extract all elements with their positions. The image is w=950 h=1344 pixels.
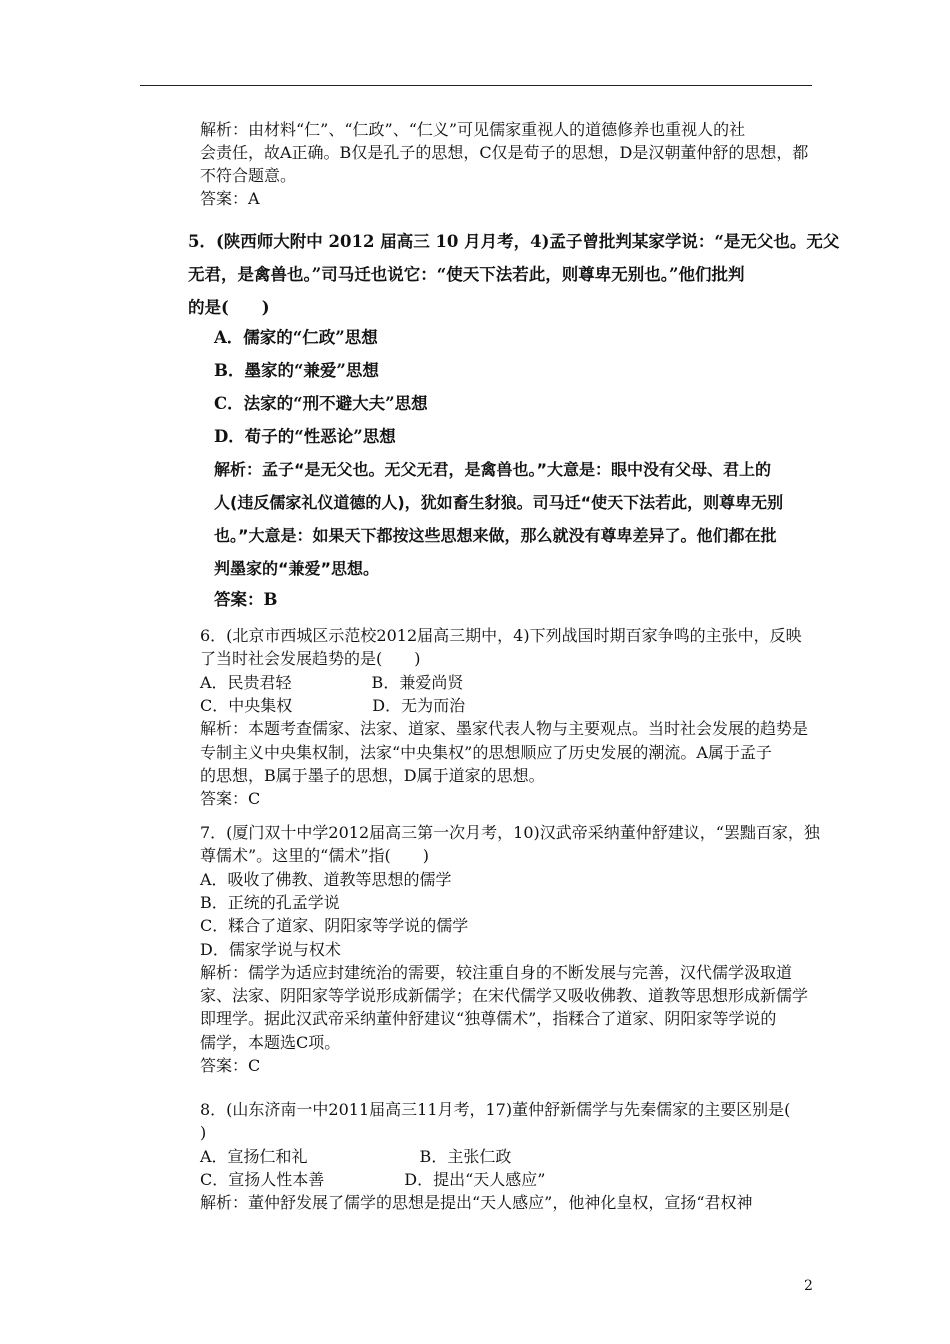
q8-line: A．宣扬仁和礼 B．主张仁政	[200, 1146, 512, 1166]
q7-line: B．正统的孔孟学说	[200, 892, 340, 912]
q5-options-line: C．法家的“刑不避大夫”思想	[214, 394, 428, 413]
q5-analysis-line: 判墨家的“兼爱”思想。	[214, 559, 380, 578]
q5-analysis-line: 也。”大意是：如果天下都按这些思想来做，那么就没有尊卑差异了。他们都在批	[214, 526, 777, 545]
q8-line: )	[200, 1123, 207, 1143]
q4-analysis-line: 会责任，故A正确。B仅是孔子的思想，C仅是荀子的思想，D是汉朝董仲舒的思想，都	[200, 143, 809, 162]
q6-line: C．中央集权 D．无为而治	[200, 695, 466, 715]
page-number: 2	[804, 1278, 813, 1294]
q4-analysis-line: 不符合题意。	[200, 166, 297, 185]
q7-line: 即理学。据此汉武帝采纳董仲舒建议“独尊儒术”，指糅合了道家、阴阳家等学说的	[200, 1009, 777, 1029]
q8-line: C．宣扬人性本善 D．提出“天人感应”	[200, 1169, 546, 1189]
q8-line: 8．(山东济南一中2011届高三11月考，17)董仲舒新儒学与先秦儒家的主要区别是(	[200, 1100, 791, 1119]
q8-line: 解析：董仲舒发展了儒学的思想是提出“天人感应”，他神化皇权，宣扬“君权神	[200, 1193, 753, 1213]
q5-options-line: D．荀子的“性恶论”思想	[214, 427, 396, 446]
q7-line: 答案：C	[200, 1056, 261, 1075]
q6-line: 解析：本题考查儒家、法家、道家、墨家代表人物与主要观点。当时社会发展的趋势是	[200, 719, 809, 739]
q5-options-line: A．儒家的“仁政”思想	[214, 328, 378, 347]
q6-line: 的思想，B属于墨子的思想，D属于道家的思想。	[200, 765, 545, 785]
q7-line: C．糅合了道家、阴阳家等学说的儒学	[200, 916, 469, 936]
q7-line: 7．(厦门双十中学2012届高三第一次月考，10)汉武帝采纳董仲舒建议，“罢黜百家，独	[200, 823, 820, 842]
q5-analysis-line: 人(违反儒家礼仪道德的人)，犹如畜生豺狼。司马迁“使天下法若此，则尊卑无别	[214, 493, 784, 512]
q7-line: 家、法家、阴阳家等学说形成新儒学；在宋代儒学又吸收佛教、道教等思想形成新儒学	[200, 986, 809, 1006]
q7-line: 儒学，本题选C项。	[200, 1032, 341, 1052]
q5-stem-line: 无君，是禽兽也。”司马迁也说它：“使天下法若此，则尊卑无别也。”他们批判	[188, 265, 745, 284]
q5-options-line: B．墨家的“兼爱”思想	[214, 361, 379, 380]
q5-answer-line: 答案：B	[214, 590, 278, 609]
q4-analysis-line: 答案：A	[200, 189, 260, 208]
header-rule	[140, 85, 812, 86]
q5-stem-line: 5．(陕西师大附中 2012 届高三 10 月月考，4)孟子曾批判某家学说：“是无父也。无父	[188, 232, 840, 251]
q6-line: 6．(北京市西城区示范校2012届高三期中，4)下列战国时期百家争鸣的主张中，反映	[200, 626, 802, 645]
q6-line: 答案：C	[200, 789, 261, 809]
q6-line: 专制主义中央集权制，法家“中央集权”的思想顺应了历史发展的潮流。A属于孟子	[200, 742, 772, 762]
q7-line: 尊儒术”。这里的“儒术”指( )	[200, 846, 430, 866]
q7-line: 解析：儒学为适应封建统治的需要，较注重自身的不断发展与完善，汉代儒学汲取道	[200, 962, 793, 982]
q4-analysis-line: 解析：由材料“仁”、“仁政”、“仁义”可见儒家重视人的道德修养也重视人的社	[200, 120, 746, 139]
q7-line: D．儒家学说与权术	[200, 939, 341, 959]
q5-stem-line: 的是( )	[188, 298, 270, 317]
q5-analysis-line: 解析：孟子“是无父也。无父无君，是禽兽也。”大意是：眼中没有父母、君上的	[214, 460, 772, 479]
q6-line: A．民贵君轻 B．兼爱尚贤	[200, 672, 464, 692]
q7-line: A．吸收了佛教、道教等思想的儒学	[200, 869, 452, 889]
q6-line: 了当时社会发展趋势的是( )	[200, 649, 421, 669]
